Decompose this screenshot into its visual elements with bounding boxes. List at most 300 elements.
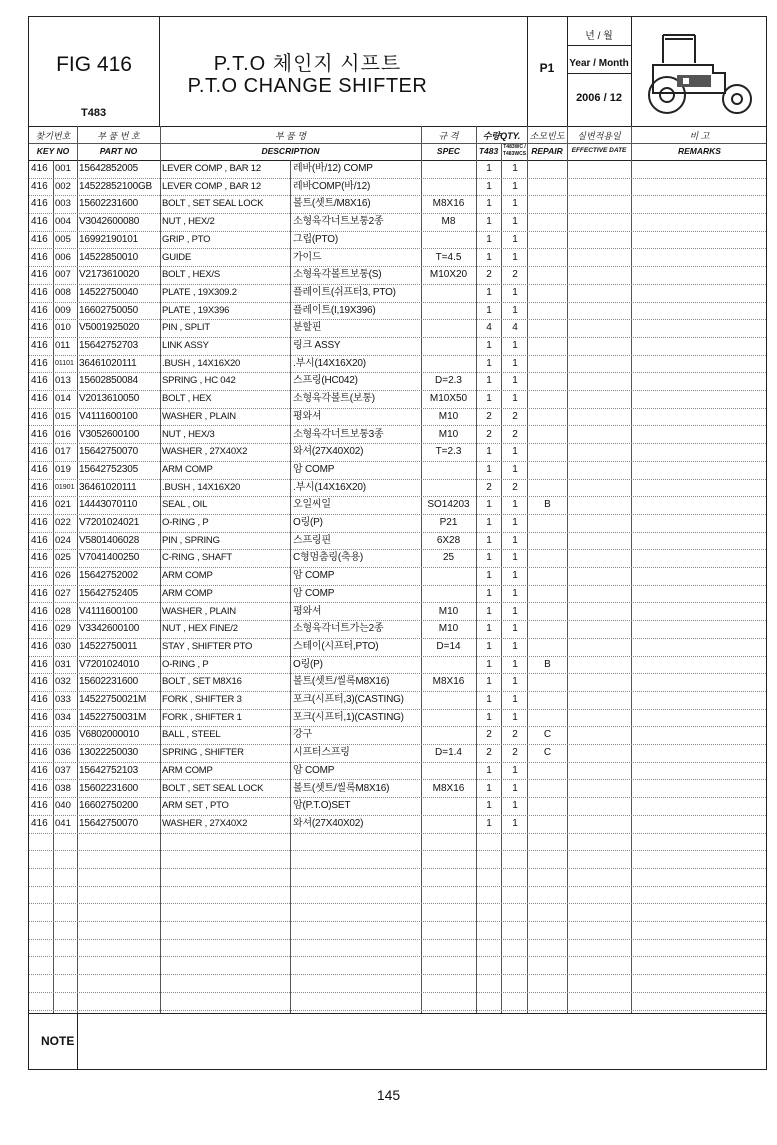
cell-part: V4111600100 bbox=[79, 605, 138, 617]
cell-q2: 2 bbox=[512, 729, 518, 741]
cell-q2: 1 bbox=[512, 233, 518, 245]
table-row bbox=[29, 726, 766, 745]
cell-spec: 6X28 bbox=[436, 534, 461, 546]
table-row bbox=[29, 691, 766, 710]
cell-q1: 1 bbox=[486, 233, 492, 245]
cell-q2: 4 bbox=[512, 322, 518, 334]
cell-q2: 1 bbox=[512, 640, 518, 652]
table-row bbox=[29, 390, 766, 409]
table-row bbox=[29, 585, 766, 604]
cell-key: 003 bbox=[55, 198, 71, 210]
cell-q2: 1 bbox=[512, 517, 518, 528]
cell-key: 007 bbox=[55, 269, 71, 281]
empty-row bbox=[29, 868, 766, 887]
cell-q2: 1 bbox=[512, 251, 518, 263]
cell-q1: 1 bbox=[486, 463, 492, 475]
cell-q1: 1 bbox=[486, 764, 492, 776]
cell-rep: B bbox=[544, 658, 551, 670]
title-korean: P.T.O 체인지 시프트 bbox=[213, 53, 402, 75]
cell-key: 038 bbox=[55, 782, 71, 794]
table-row bbox=[29, 815, 766, 834]
cell-desc: WASHER , PLAIN bbox=[162, 605, 236, 617]
cell-key: 032 bbox=[55, 676, 71, 688]
remarks-header-kr: 비 고 bbox=[689, 131, 710, 141]
cell-fig: 416 bbox=[31, 180, 48, 192]
cell-kor: 포크(시프터,3)(CASTING) bbox=[293, 694, 404, 705]
cell-part: 13022250030 bbox=[79, 747, 138, 759]
table-row bbox=[29, 426, 766, 445]
cell-q1: 1 bbox=[486, 640, 492, 652]
cell-kor: 소형육각너트보통2종 bbox=[293, 216, 384, 228]
cell-part: 16992190101 bbox=[79, 233, 138, 245]
cell-fig: 416 bbox=[31, 605, 48, 617]
cell-spec: T=4.5 bbox=[435, 251, 462, 263]
cell-key: 017 bbox=[55, 446, 71, 458]
cell-desc: O-RING , P bbox=[162, 517, 209, 528]
cell-q2: 1 bbox=[512, 286, 518, 298]
cell-q1: 1 bbox=[486, 658, 492, 670]
cell-kor: 가이드 bbox=[293, 251, 322, 263]
cell-rep: B bbox=[544, 499, 551, 511]
cell-fig: 416 bbox=[31, 251, 48, 263]
cell-kor: 레바(바/12) COMP bbox=[293, 163, 373, 174]
empty-row bbox=[29, 833, 766, 852]
cell-desc: PLATE , 19X396 bbox=[162, 304, 230, 316]
cell-kor: 와셔(27X40X02) bbox=[293, 817, 364, 829]
table-row bbox=[29, 656, 766, 675]
table-row bbox=[29, 160, 766, 179]
cell-part: 14522852100GB bbox=[79, 180, 153, 192]
cell-part: 14522750021M bbox=[79, 694, 147, 705]
cell-desc: .BUSH , 14X16X20 bbox=[162, 357, 241, 369]
cell-key: 022 bbox=[55, 517, 71, 528]
cell-part: 15602231600 bbox=[79, 676, 138, 688]
cell-desc: NUT , HEX/3 bbox=[162, 428, 215, 440]
cell-key: 028 bbox=[55, 605, 71, 617]
part-no-header-kr: 부 품 번 호 bbox=[97, 131, 140, 141]
part-no-header: PART NO bbox=[99, 146, 138, 156]
cell-q1: 2 bbox=[486, 729, 492, 741]
cell-fig: 416 bbox=[31, 304, 48, 316]
description-header-kr: 부 품 명 bbox=[274, 131, 307, 141]
cell-desc: BOLT , HEX/S bbox=[162, 269, 220, 281]
title-english: P.T.O CHANGE SHIFTER bbox=[187, 75, 428, 97]
cell-desc: GUIDE bbox=[162, 251, 192, 263]
cell-key: 016 bbox=[55, 428, 71, 440]
cell-key: 021 bbox=[55, 499, 71, 511]
cell-spec: M10X20 bbox=[429, 269, 468, 281]
cell-spec: M10 bbox=[438, 623, 459, 635]
cell-key: 011 bbox=[55, 340, 71, 351]
cell-fig: 416 bbox=[31, 499, 48, 511]
cell-key: 004 bbox=[55, 216, 71, 228]
cell-q2: 1 bbox=[512, 658, 518, 670]
repair-header: REPAIR bbox=[531, 146, 563, 156]
cell-fig: 416 bbox=[31, 570, 48, 582]
cell-q1: 1 bbox=[486, 304, 492, 316]
cell-part: 15642750070 bbox=[79, 446, 138, 458]
cell-key: 01101 bbox=[55, 359, 74, 367]
cell-desc: PLATE , 19X309.2 bbox=[162, 286, 237, 298]
table-row bbox=[29, 302, 766, 321]
remarks-header: REMARKS bbox=[678, 146, 721, 156]
cell-kor: 플레이트(I,19X396) bbox=[293, 304, 376, 316]
cell-fig: 416 bbox=[31, 782, 48, 794]
cell-spec: M8X16 bbox=[432, 198, 465, 210]
year-month-english: Year / Month bbox=[569, 58, 629, 69]
cell-spec: M8X16 bbox=[432, 782, 465, 794]
cell-fig: 416 bbox=[31, 357, 48, 369]
cell-kor: 암 COMP bbox=[293, 570, 335, 582]
cell-fig: 416 bbox=[31, 534, 48, 546]
cell-q2: 1 bbox=[512, 694, 518, 705]
cell-spec: SO14203 bbox=[427, 499, 470, 511]
cell-kor: 암 COMP bbox=[293, 463, 335, 475]
cell-fig: 416 bbox=[31, 428, 48, 440]
cell-kor: 그립(PTO) bbox=[293, 233, 338, 245]
cell-desc: FORK , SHIFTER 1 bbox=[162, 711, 242, 723]
cell-key: 040 bbox=[55, 800, 71, 812]
table-row bbox=[29, 372, 766, 391]
cell-q1: 1 bbox=[486, 570, 492, 582]
cell-kor: 오일씨일 bbox=[293, 499, 331, 511]
cell-key: 030 bbox=[55, 640, 71, 652]
cell-q2: 1 bbox=[512, 180, 518, 192]
spec-header: SPEC bbox=[436, 146, 461, 156]
cell-desc: WASHER , 27X40X2 bbox=[162, 446, 248, 458]
cell-q1: 1 bbox=[486, 163, 492, 174]
cell-q1: 1 bbox=[486, 676, 492, 688]
cell-q2: 2 bbox=[512, 410, 518, 422]
cell-q1: 1 bbox=[486, 180, 492, 192]
table-row bbox=[29, 355, 766, 374]
table-row bbox=[29, 709, 766, 728]
empty-row bbox=[29, 850, 766, 869]
cell-q2: 1 bbox=[512, 446, 518, 458]
cell-desc: ARM COMP bbox=[162, 570, 213, 582]
cell-q1: 1 bbox=[486, 694, 492, 705]
cell-part: V3052600100 bbox=[79, 428, 140, 440]
table-row bbox=[29, 284, 766, 303]
table-row bbox=[29, 762, 766, 781]
cell-q1: 2 bbox=[486, 428, 492, 440]
table-row bbox=[29, 195, 766, 214]
cell-fig: 416 bbox=[31, 410, 48, 422]
cell-q2: 2 bbox=[512, 269, 518, 281]
cell-key: 024 bbox=[55, 534, 71, 546]
cell-fig: 416 bbox=[31, 216, 48, 228]
cell-q1: 1 bbox=[486, 623, 492, 635]
cell-desc: PIN , SPLIT bbox=[162, 322, 210, 334]
cell-part: 36461020111 bbox=[79, 357, 137, 369]
cell-kor: 스프링(HC042) bbox=[293, 375, 358, 387]
cell-fig: 416 bbox=[31, 269, 48, 281]
cell-part: 15642752703 bbox=[79, 340, 138, 351]
cell-fig: 416 bbox=[31, 446, 48, 458]
cell-q1: 1 bbox=[486, 198, 492, 210]
cell-fig: 416 bbox=[31, 233, 48, 245]
cell-key: 041 bbox=[55, 817, 71, 829]
cell-q2: 1 bbox=[512, 393, 518, 405]
cell-q1: 1 bbox=[486, 552, 492, 564]
cell-q2: 1 bbox=[512, 676, 518, 688]
cell-kor: 스테이(시프터,PTO) bbox=[293, 640, 379, 652]
fig-box bbox=[29, 17, 159, 126]
cell-fig: 416 bbox=[31, 694, 48, 705]
cell-kor: 볼트(셋트/M8X16) bbox=[293, 198, 371, 210]
cell-part: 15642752002 bbox=[79, 570, 138, 582]
cell-kor: 소형육각너트보통3종 bbox=[293, 428, 384, 440]
cell-part: 15602850084 bbox=[79, 375, 138, 387]
cell-kor: 플레이트(쉬프터3, PTO) bbox=[293, 286, 396, 298]
cell-part: 15642750070 bbox=[79, 817, 138, 829]
cell-fig: 416 bbox=[31, 340, 48, 351]
empty-row bbox=[29, 939, 766, 958]
empty-row bbox=[29, 886, 766, 905]
cell-spec: 25 bbox=[442, 552, 455, 564]
cell-q2: 1 bbox=[512, 782, 518, 794]
cell-key: 015 bbox=[55, 410, 71, 422]
empty-row bbox=[29, 974, 766, 993]
cell-q2: 1 bbox=[512, 605, 518, 617]
parts-sheet bbox=[28, 16, 767, 1070]
table-row bbox=[29, 514, 766, 533]
table-row bbox=[29, 620, 766, 639]
page-code: P1 bbox=[539, 61, 555, 75]
cell-key: 031 bbox=[55, 658, 71, 670]
cell-desc: .BUSH , 14X16X20 bbox=[162, 481, 241, 493]
cell-q2: 1 bbox=[512, 711, 518, 723]
table-row bbox=[29, 567, 766, 586]
cell-desc: GRIP , PTO bbox=[162, 233, 211, 245]
cell-spec: D=2.3 bbox=[435, 375, 462, 387]
cell-kor: 스프링핀 bbox=[293, 534, 331, 546]
cell-q2: 1 bbox=[512, 198, 518, 210]
description-header: DESCRIPTION bbox=[261, 146, 320, 156]
cell-spec: M8X16 bbox=[432, 676, 465, 688]
cell-part: 36461020111 bbox=[79, 481, 137, 493]
cell-desc: BOLT , SET M8X16 bbox=[162, 676, 242, 688]
cell-kor: 포크(시프터,1)(CASTING) bbox=[293, 711, 404, 723]
cell-part: V5001925020 bbox=[79, 322, 140, 334]
cell-part: 14522750031M bbox=[79, 711, 147, 723]
cell-key: 026 bbox=[55, 570, 71, 582]
year-month-box bbox=[567, 17, 631, 126]
cell-q2: 1 bbox=[512, 375, 518, 387]
cell-q1: 1 bbox=[486, 782, 492, 794]
cell-spec: M10 bbox=[438, 410, 459, 422]
table-row bbox=[29, 319, 766, 338]
cell-kor: 볼트(셋트/씰록M8X16) bbox=[293, 782, 390, 794]
cell-rep: C bbox=[543, 747, 552, 759]
cell-q2: 1 bbox=[512, 764, 518, 776]
cell-part: 14522850010 bbox=[79, 251, 138, 263]
cell-desc: SPRING , HC 042 bbox=[162, 375, 236, 387]
cell-q1: 1 bbox=[486, 286, 492, 298]
cell-part: 14522750040 bbox=[79, 286, 138, 298]
repair-header-kr: 소모빈도 bbox=[529, 131, 565, 141]
cell-q1: 4 bbox=[486, 322, 492, 334]
cell-fig: 416 bbox=[31, 711, 48, 723]
cell-part: 16602750200 bbox=[79, 800, 138, 812]
cell-desc: BOLT , SET SEAL LOCK bbox=[162, 198, 264, 210]
table-row bbox=[29, 744, 766, 763]
cell-kor: 볼트(셋트/씰록M8X16) bbox=[293, 676, 390, 688]
cell-spec: M10X50 bbox=[429, 393, 468, 405]
cell-fig: 416 bbox=[31, 163, 48, 174]
cell-part: 15602231600 bbox=[79, 198, 138, 210]
cell-desc: BOLT , SET SEAL LOCK bbox=[162, 782, 264, 794]
table-row bbox=[29, 461, 766, 480]
table-row bbox=[29, 496, 766, 515]
cell-q1: 1 bbox=[486, 517, 492, 528]
table-row bbox=[29, 213, 766, 232]
cell-fig: 416 bbox=[31, 198, 48, 210]
cell-q1: 1 bbox=[486, 375, 492, 387]
cell-q1: 1 bbox=[486, 534, 492, 546]
note-box bbox=[29, 1013, 766, 1070]
cell-fig: 416 bbox=[31, 286, 48, 298]
cell-kor: 암 COMP bbox=[293, 764, 335, 776]
qty-header: 수량QTY. bbox=[482, 131, 521, 141]
cell-key: 014 bbox=[55, 393, 71, 405]
cell-part: V5801406028 bbox=[79, 534, 140, 546]
cell-part: 15642752305 bbox=[79, 463, 138, 475]
cell-desc: NUT , HEX/2 bbox=[162, 216, 215, 228]
cell-part: 15642752405 bbox=[79, 587, 138, 599]
cell-q1: 1 bbox=[486, 251, 492, 263]
cell-spec: P21 bbox=[439, 517, 458, 528]
cell-fig: 416 bbox=[31, 481, 48, 493]
cell-key: 009 bbox=[55, 304, 71, 316]
model-name: T483 bbox=[81, 107, 107, 119]
title-box bbox=[160, 17, 455, 126]
cell-q2: 2 bbox=[512, 747, 518, 759]
cell-part: 15642752103 bbox=[79, 764, 138, 776]
cell-fig: 416 bbox=[31, 623, 48, 635]
table-row bbox=[29, 673, 766, 692]
qty-t483-header: T483 bbox=[478, 146, 499, 156]
sheet-header bbox=[29, 17, 766, 127]
cell-kor: 레바COMP(바/12) bbox=[293, 180, 371, 192]
cell-fig: 416 bbox=[31, 393, 48, 405]
cell-desc: SEAL , OIL bbox=[162, 499, 208, 511]
cell-key: 034 bbox=[55, 711, 71, 723]
cell-q1: 2 bbox=[486, 481, 492, 493]
cell-key: 008 bbox=[55, 286, 71, 298]
cell-part: V2173610020 bbox=[79, 269, 140, 281]
cell-key: 001 bbox=[55, 163, 71, 174]
cell-q2: 1 bbox=[512, 357, 518, 369]
table-row bbox=[29, 337, 766, 356]
cell-q2: 1 bbox=[512, 163, 518, 174]
cell-spec: M10 bbox=[438, 428, 459, 440]
cell-desc: FORK , SHIFTER 3 bbox=[162, 694, 242, 705]
cell-spec: T=2.3 bbox=[435, 446, 462, 458]
cell-key: 036 bbox=[55, 747, 71, 759]
cell-part: V3342600100 bbox=[79, 623, 140, 635]
table-row bbox=[29, 797, 766, 816]
cell-q2: 1 bbox=[512, 499, 518, 511]
cell-part: 14522750011 bbox=[79, 640, 138, 652]
cell-fig: 416 bbox=[31, 552, 48, 564]
cell-kor: 암 COMP bbox=[293, 587, 335, 599]
cell-key: 037 bbox=[55, 764, 71, 776]
empty-row bbox=[29, 921, 766, 940]
cell-q2: 1 bbox=[512, 463, 518, 475]
fig-number: FIG 416 bbox=[56, 53, 132, 76]
empty-row bbox=[29, 903, 766, 922]
cell-desc: ARM COMP bbox=[162, 764, 213, 776]
cell-q1: 1 bbox=[486, 587, 492, 599]
cell-kor: 소형육각볼트(보통) bbox=[293, 393, 375, 405]
cell-q1: 1 bbox=[486, 605, 492, 617]
note-label: NOTE bbox=[41, 1034, 75, 1048]
table-row bbox=[29, 479, 766, 498]
cell-desc: LINK ASSY bbox=[162, 340, 209, 351]
cell-part: 14443070110 bbox=[79, 499, 138, 511]
cell-desc: BOLT , HEX bbox=[162, 393, 212, 405]
empty-row bbox=[29, 957, 766, 976]
cell-key: 027 bbox=[55, 587, 71, 599]
cell-q2: 1 bbox=[512, 304, 518, 316]
cell-spec: D=1.4 bbox=[435, 747, 462, 759]
cell-desc: LEVER COMP , BAR 12 bbox=[162, 180, 261, 192]
cell-kor: .부시(14X16X20) bbox=[293, 357, 366, 369]
cell-key: 013 bbox=[55, 375, 71, 387]
table-row bbox=[29, 549, 766, 568]
cell-desc: WASHER , 27X40X2 bbox=[162, 817, 248, 829]
cell-fig: 416 bbox=[31, 322, 48, 334]
cell-kor: 평와셔 bbox=[293, 605, 322, 617]
table-row bbox=[29, 532, 766, 551]
table-row bbox=[29, 443, 766, 462]
cell-q2: 2 bbox=[512, 428, 518, 440]
cell-kor: O링(P) bbox=[293, 517, 323, 528]
table-row bbox=[29, 231, 766, 250]
cell-kor: C형멈춤링(축용) bbox=[293, 552, 364, 564]
cell-q1: 1 bbox=[486, 393, 492, 405]
cell-rep: C bbox=[543, 729, 552, 741]
cell-key: 010 bbox=[55, 322, 71, 334]
table-row bbox=[29, 638, 766, 657]
cell-q1: 1 bbox=[486, 800, 492, 812]
cell-desc: ARM SET , PTO bbox=[162, 800, 229, 812]
cell-q2: 1 bbox=[512, 587, 518, 599]
cell-fig: 416 bbox=[31, 640, 48, 652]
cell-key: 035 bbox=[55, 729, 71, 741]
cell-part: 15602231600 bbox=[79, 782, 138, 794]
effective-date-header: EFFECTIVE DATE bbox=[571, 147, 627, 154]
cell-q2: 2 bbox=[512, 481, 518, 493]
cell-kor: 링크 ASSY bbox=[293, 340, 341, 351]
cell-q1: 2 bbox=[486, 269, 492, 281]
cell-kor: 와셔(27X40X02) bbox=[293, 446, 364, 458]
key-no-header: KEY NO bbox=[36, 146, 70, 156]
cell-q2: 1 bbox=[512, 552, 518, 564]
cell-desc: NUT , HEX FINE/2 bbox=[162, 623, 238, 635]
cell-q2: 1 bbox=[512, 623, 518, 635]
cell-q1: 1 bbox=[486, 711, 492, 723]
page-number: 145 bbox=[376, 1087, 401, 1103]
cell-spec: D=14 bbox=[436, 640, 461, 652]
cell-part: 15642852005 bbox=[79, 163, 138, 174]
cell-key: 01901 bbox=[55, 483, 75, 491]
table-row bbox=[29, 408, 766, 427]
cell-desc: PIN , SPRING bbox=[162, 534, 220, 546]
cell-kor: 강구 bbox=[293, 729, 312, 741]
cell-desc: WASHER , PLAIN bbox=[162, 410, 236, 422]
